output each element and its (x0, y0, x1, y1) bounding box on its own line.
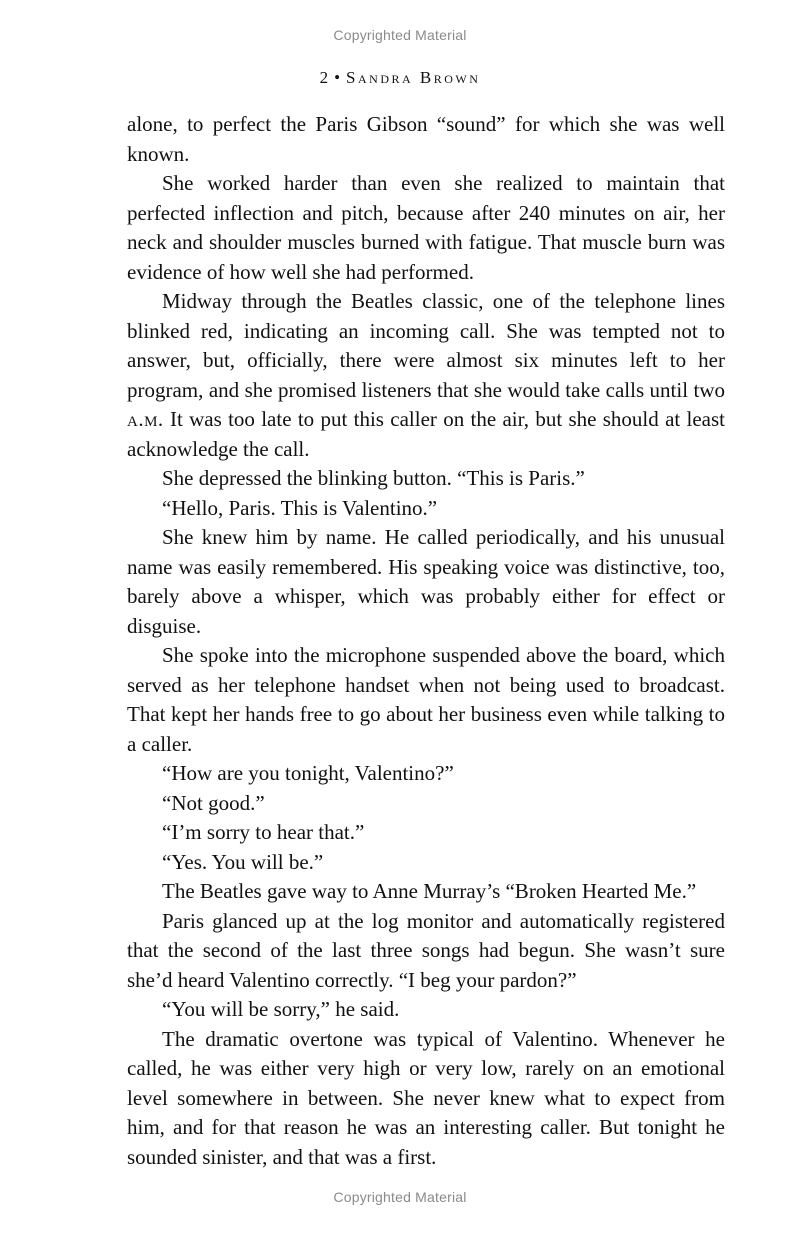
small-caps-am: a.m. (127, 407, 164, 431)
running-head (0, 68, 800, 88)
copyright-watermark-top: Copyrighted Material (333, 27, 467, 43)
paragraph: She knew him by name. He called periodically, and his unusual name was easily remembered. His speaking voice was distinctive, too, barely above a whisper, which was probably either for effect or disguise. (127, 525, 725, 638)
page-number: 2 (319, 68, 329, 87)
paragraph: “How are you tonight, Valentino?” (162, 761, 454, 785)
paragraph: She spoke into the microphone suspended above the board, which served as her telephone handset when not being used to broadcast. That kept her hands free to go about her business even while talking to a caller. (127, 643, 725, 756)
author-name: Sandra Brown (346, 68, 481, 87)
paragraph: Paris glanced up at the log monitor and automatically registered that the second of the last three songs had begun. She wasn’t sure she’d heard Valentino correctly. “I beg your pardon?” (127, 908, 725, 992)
copyright-watermark-bottom: Copyrighted Material (333, 1189, 467, 1205)
paragraph: The dramatic overtone was typical of Valentino. Whenever he called, he was either very high or very low, rarely on an emotional level somewhere in between. She never knew what to expect from him, and for that reason he was an interesting caller. But tonight he sounded sinister, and that was a first. (127, 1026, 725, 1169)
paragraph-text: It was too late to put this caller on the air, but she should at least acknowledge the call. (127, 407, 726, 461)
paragraph: “Not good.” (162, 790, 265, 815)
paragraph-text: Midway through the Beatles classic, one of the telephone lines blinked red, indicating an incoming call. She was tempted not to answer, but, officially, there were almost six minutes left to her program, and she promised listeners that she would take calls until two (127, 289, 725, 402)
paragraph: She depressed the blinking button. “This is Paris.” (162, 466, 585, 490)
paragraph (127, 287, 725, 464)
paragraph: “I’m sorry to hear that.” (162, 820, 365, 844)
bullet-separator: • (334, 68, 341, 87)
paragraph: “Hello, Paris. This is Valentino.” (162, 495, 438, 520)
paragraph: She worked harder than even she realized to maintain that perfected inflection and pitch, because after 240 minutes on air, her neck and shoulder muscles burned with fatigue. That muscle burn was evidence of how well she had performed. (127, 171, 725, 284)
paragraph: alone, to perfect the Paris Gibson “sound” for which she was well known. (127, 112, 725, 166)
page-body (127, 110, 725, 1172)
paragraph: The Beatles gave way to Anne Murray’s “Broken Hearted Me.” (162, 879, 697, 903)
paragraph: “Yes. You will be.” (162, 849, 324, 874)
paragraph: “You will be sorry,” he said. (162, 997, 400, 1021)
